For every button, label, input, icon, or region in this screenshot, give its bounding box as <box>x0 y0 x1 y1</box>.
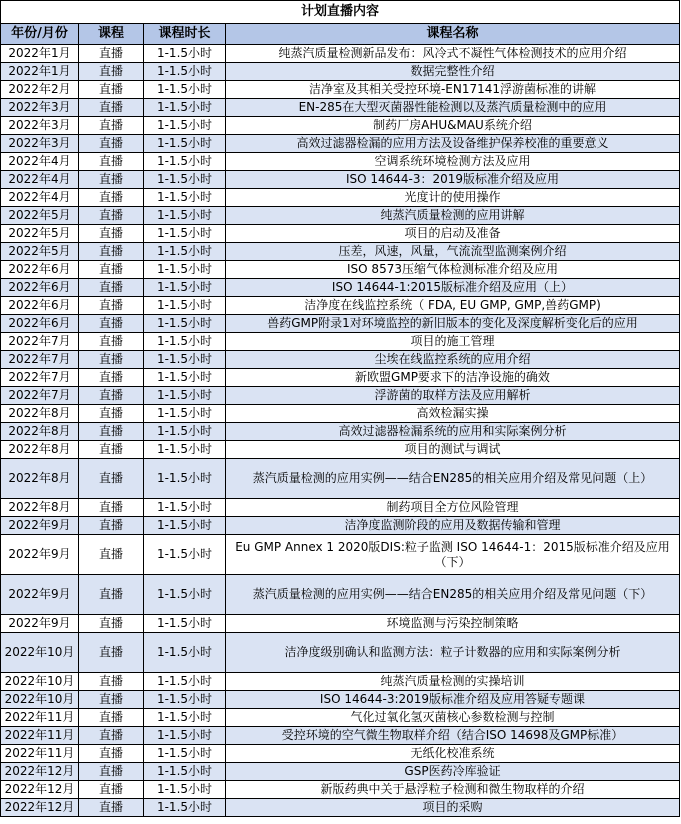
table-row <box>1 615 680 633</box>
cell-course-name: 新版药典中关于悬浮粒子检测和微生物取样的介绍 <box>226 781 680 799</box>
cell-course: 直播 <box>79 333 144 351</box>
cell-month: 2022年6月 <box>1 279 79 297</box>
cell-course: 直播 <box>79 387 144 405</box>
cell-month: 2022年6月 <box>1 261 79 279</box>
cell-duration: 1-1.5小时 <box>144 499 226 517</box>
cell-month: 2022年9月 <box>1 535 79 575</box>
cell-month: 2022年2月 <box>1 81 79 99</box>
cell-duration: 1-1.5小时 <box>144 575 226 615</box>
table-row <box>1 423 680 441</box>
cell-month: 2022年9月 <box>1 517 79 535</box>
header-course-name: 课程名称 <box>226 24 680 45</box>
cell-duration: 1-1.5小时 <box>144 117 226 135</box>
cell-month: 2022年10月 <box>1 633 79 673</box>
cell-course-name: 纯蒸汽质量检测新品发布：风冷式不凝性气体检测技术的应用介绍 <box>226 45 680 63</box>
cell-duration: 1-1.5小时 <box>144 423 226 441</box>
cell-course-name: 洁净室及其相关受控环境-EN17141浮游菌标准的讲解 <box>226 81 680 99</box>
cell-course-name: 尘埃在线监控系统的应用介绍 <box>226 351 680 369</box>
cell-course: 直播 <box>79 499 144 517</box>
cell-course: 直播 <box>79 171 144 189</box>
cell-course-name: 光度计的使用操作 <box>226 189 680 207</box>
table-row <box>1 535 680 575</box>
cell-course-name: 高效检漏实操 <box>226 405 680 423</box>
table-row <box>1 297 680 315</box>
cell-course: 直播 <box>79 575 144 615</box>
cell-month: 2022年4月 <box>1 189 79 207</box>
cell-duration: 1-1.5小时 <box>144 369 226 387</box>
cell-duration: 1-1.5小时 <box>144 633 226 673</box>
cell-duration: 1-1.5小时 <box>144 297 226 315</box>
cell-course: 直播 <box>79 781 144 799</box>
cell-duration: 1-1.5小时 <box>144 99 226 117</box>
cell-month: 2022年12月 <box>1 799 79 817</box>
cell-course: 直播 <box>79 459 144 499</box>
cell-course: 直播 <box>79 117 144 135</box>
table-row <box>1 117 680 135</box>
table-row <box>1 63 680 81</box>
cell-course-name: ISO 14644-1:2015版标准介绍及应用（上） <box>226 279 680 297</box>
cell-month: 2022年10月 <box>1 691 79 709</box>
cell-course-name: ISO 14644-3：2019版标准介绍及应用 <box>226 171 680 189</box>
cell-duration: 1-1.5小时 <box>144 387 226 405</box>
cell-duration: 1-1.5小时 <box>144 517 226 535</box>
cell-month: 2022年12月 <box>1 781 79 799</box>
cell-duration: 1-1.5小时 <box>144 225 226 243</box>
table-row <box>1 799 680 817</box>
table-row <box>1 261 680 279</box>
cell-course-name: 项目的测试与调试 <box>226 441 680 459</box>
cell-course: 直播 <box>79 243 144 261</box>
header-month: 年份/月份 <box>1 24 79 45</box>
cell-course: 直播 <box>79 727 144 745</box>
cell-course-name: 无纸化校准系统 <box>226 745 680 763</box>
table-row <box>1 745 680 763</box>
cell-course: 直播 <box>79 423 144 441</box>
cell-course: 直播 <box>79 745 144 763</box>
cell-duration: 1-1.5小时 <box>144 45 226 63</box>
cell-duration: 1-1.5小时 <box>144 63 226 81</box>
table-row <box>1 405 680 423</box>
cell-month: 2022年7月 <box>1 351 79 369</box>
cell-course-name: 环境监测与污染控制策略 <box>226 615 680 633</box>
cell-duration: 1-1.5小时 <box>144 727 226 745</box>
table-title: 计划直播内容 <box>0 0 680 23</box>
cell-duration: 1-1.5小时 <box>144 153 226 171</box>
cell-course-name: 项目的启动及准备 <box>226 225 680 243</box>
cell-month: 2022年6月 <box>1 315 79 333</box>
cell-course-name: 项目的施工管理 <box>226 333 680 351</box>
table-row <box>1 517 680 535</box>
cell-duration: 1-1.5小时 <box>144 709 226 727</box>
cell-course: 直播 <box>79 369 144 387</box>
table-row <box>1 691 680 709</box>
cell-month: 2022年8月 <box>1 441 79 459</box>
cell-duration: 1-1.5小时 <box>144 781 226 799</box>
cell-course-name: 兽药GMP附录1对环境监控的新旧版本的变化及深度解析变化后的应用 <box>226 315 680 333</box>
cell-month: 2022年9月 <box>1 575 79 615</box>
cell-duration: 1-1.5小时 <box>144 81 226 99</box>
table-row <box>1 727 680 745</box>
cell-course: 直播 <box>79 261 144 279</box>
cell-course-name: 蒸汽质量检测的应用实例——结合EN285的相关应用介绍及常见问题（下） <box>226 575 680 615</box>
cell-course-name: 项目的采购 <box>226 799 680 817</box>
cell-course-name: GSP医药冷库验证 <box>226 763 680 781</box>
cell-duration: 1-1.5小时 <box>144 763 226 781</box>
cell-course: 直播 <box>79 709 144 727</box>
cell-duration: 1-1.5小时 <box>144 189 226 207</box>
cell-course-name: 压差，风速，风量，气流流型监测案例介绍 <box>226 243 680 261</box>
header-duration: 课程时长 <box>144 24 226 45</box>
cell-course-name: 数据完整性介绍 <box>226 63 680 81</box>
cell-course: 直播 <box>79 297 144 315</box>
cell-month: 2022年8月 <box>1 423 79 441</box>
cell-course-name: 气化过氧化氢灭菌核心参数检测与控制 <box>226 709 680 727</box>
table-row <box>1 763 680 781</box>
table-row <box>1 441 680 459</box>
cell-course-name: 空调系统环境检测方法及应用 <box>226 153 680 171</box>
table-row <box>1 333 680 351</box>
cell-month: 2022年3月 <box>1 135 79 153</box>
cell-month: 2022年11月 <box>1 709 79 727</box>
cell-course: 直播 <box>79 207 144 225</box>
cell-course: 直播 <box>79 279 144 297</box>
table-row <box>1 369 680 387</box>
table-row <box>1 575 680 615</box>
table-row <box>1 225 680 243</box>
cell-duration: 1-1.5小时 <box>144 691 226 709</box>
cell-month: 2022年5月 <box>1 207 79 225</box>
cell-month: 2022年7月 <box>1 333 79 351</box>
cell-month: 2022年8月 <box>1 459 79 499</box>
table-row <box>1 499 680 517</box>
cell-duration: 1-1.5小时 <box>144 799 226 817</box>
cell-month: 2022年3月 <box>1 117 79 135</box>
cell-month: 2022年4月 <box>1 153 79 171</box>
cell-course: 直播 <box>79 63 144 81</box>
cell-course: 直播 <box>79 225 144 243</box>
cell-duration: 1-1.5小时 <box>144 535 226 575</box>
cell-course: 直播 <box>79 45 144 63</box>
table-row <box>1 279 680 297</box>
cell-course-name: 高效过滤器检漏系统的应用和实际案例分析 <box>226 423 680 441</box>
cell-course-name: 受控环境的空气微生物取样介绍（结合ISO 14698及GMP标准） <box>226 727 680 745</box>
cell-course: 直播 <box>79 633 144 673</box>
cell-course-name: 新欧盟GMP要求下的洁净设施的确效 <box>226 369 680 387</box>
cell-month: 2022年4月 <box>1 171 79 189</box>
table-row <box>1 45 680 63</box>
cell-month: 2022年1月 <box>1 45 79 63</box>
cell-course: 直播 <box>79 535 144 575</box>
cell-course: 直播 <box>79 81 144 99</box>
cell-duration: 1-1.5小时 <box>144 745 226 763</box>
cell-course: 直播 <box>79 99 144 117</box>
cell-course-name: Eu GMP Annex 1 2020版DIS:粒子监测 ISO 14644-1：2015版标准介绍及应用（下） <box>226 535 680 575</box>
cell-month: 2022年10月 <box>1 673 79 691</box>
cell-course-name: 纯蒸汽质量检测的实操培训 <box>226 673 680 691</box>
table-row <box>1 99 680 117</box>
cell-course-name: 洁净度级别确认和监测方法：粒子计数器的应用和实际案例分析 <box>226 633 680 673</box>
cell-course: 直播 <box>79 405 144 423</box>
cell-duration: 1-1.5小时 <box>144 207 226 225</box>
table-row <box>1 243 680 261</box>
cell-duration: 1-1.5小时 <box>144 459 226 499</box>
cell-month: 2022年5月 <box>1 225 79 243</box>
cell-course-name: 浮游菌的取样方法及应用解析 <box>226 387 680 405</box>
cell-duration: 1-1.5小时 <box>144 441 226 459</box>
table-row <box>1 459 680 499</box>
table-row <box>1 189 680 207</box>
table-row <box>1 153 680 171</box>
cell-month: 2022年3月 <box>1 99 79 117</box>
cell-duration: 1-1.5小时 <box>144 135 226 153</box>
cell-duration: 1-1.5小时 <box>144 279 226 297</box>
cell-course: 直播 <box>79 691 144 709</box>
cell-duration: 1-1.5小时 <box>144 405 226 423</box>
table-row <box>1 709 680 727</box>
cell-course-name: 制药厂房AHU&MAU系统介绍 <box>226 117 680 135</box>
cell-month: 2022年7月 <box>1 369 79 387</box>
table-row <box>1 781 680 799</box>
cell-month: 2022年8月 <box>1 499 79 517</box>
cell-duration: 1-1.5小时 <box>144 315 226 333</box>
cell-course: 直播 <box>79 517 144 535</box>
cell-month: 2022年8月 <box>1 405 79 423</box>
cell-duration: 1-1.5小时 <box>144 351 226 369</box>
cell-month: 2022年1月 <box>1 63 79 81</box>
cell-course: 直播 <box>79 615 144 633</box>
cell-course: 直播 <box>79 189 144 207</box>
cell-duration: 1-1.5小时 <box>144 333 226 351</box>
cell-duration: 1-1.5小时 <box>144 615 226 633</box>
cell-month: 2022年11月 <box>1 727 79 745</box>
cell-course-name: ISO 14644-3:2019版标准介绍及应用答疑专题课 <box>226 691 680 709</box>
cell-course-name: 洁净度在线监控系统（ FDA, EU GMP, GMP,兽药GMP) <box>226 297 680 315</box>
cell-course: 直播 <box>79 351 144 369</box>
table-row <box>1 207 680 225</box>
cell-course-name: EN-285在大型灭菌器性能检测以及蒸汽质量检测中的应用 <box>226 99 680 117</box>
cell-month: 2022年6月 <box>1 297 79 315</box>
cell-duration: 1-1.5小时 <box>144 261 226 279</box>
cell-duration: 1-1.5小时 <box>144 171 226 189</box>
cell-duration: 1-1.5小时 <box>144 673 226 691</box>
table-row <box>1 135 680 153</box>
cell-course: 直播 <box>79 315 144 333</box>
table-row <box>1 387 680 405</box>
cell-course-name: 制药项目全方位风险管理 <box>226 499 680 517</box>
cell-month: 2022年5月 <box>1 243 79 261</box>
table-row <box>1 81 680 99</box>
cell-month: 2022年7月 <box>1 387 79 405</box>
cell-course-name: 纯蒸汽质量检测的应用讲解 <box>226 207 680 225</box>
header-course: 课程 <box>79 24 144 45</box>
cell-course: 直播 <box>79 799 144 817</box>
table-row <box>1 673 680 691</box>
cell-course-name: 蒸汽质量检测的应用实例——结合EN285的相关应用介绍及常见问题（上） <box>226 459 680 499</box>
table-row <box>1 351 680 369</box>
cell-course: 直播 <box>79 153 144 171</box>
cell-course: 直播 <box>79 441 144 459</box>
table-row <box>1 315 680 333</box>
table-row <box>1 171 680 189</box>
cell-course: 直播 <box>79 673 144 691</box>
header-row <box>1 24 680 45</box>
cell-course: 直播 <box>79 135 144 153</box>
cell-month: 2022年12月 <box>1 763 79 781</box>
cell-month: 2022年9月 <box>1 615 79 633</box>
table-row <box>1 633 680 673</box>
cell-course: 直播 <box>79 763 144 781</box>
cell-course-name: 高效过滤器检漏的应用方法及设备维护保养校准的重要意义 <box>226 135 680 153</box>
cell-duration: 1-1.5小时 <box>144 243 226 261</box>
cell-course-name: ISO 8573压缩气体检测标准介绍及应用 <box>226 261 680 279</box>
cell-month: 2022年11月 <box>1 745 79 763</box>
cell-course-name: 洁净度监测阶段的应用及数据传输和管理 <box>226 517 680 535</box>
